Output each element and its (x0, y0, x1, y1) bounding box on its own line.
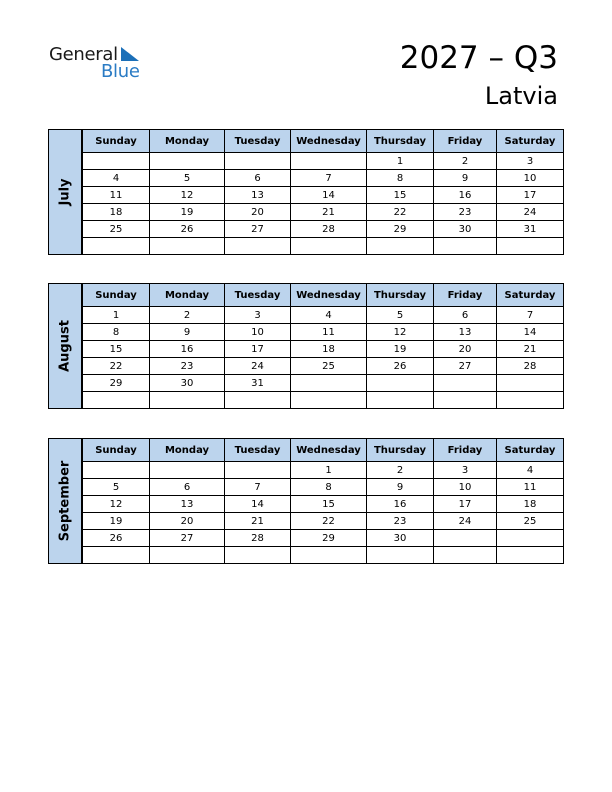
day-cell: 9 (367, 479, 434, 496)
day-cell: 21 (497, 341, 564, 358)
day-cell: 30 (367, 530, 434, 547)
day-cell: 31 (225, 375, 291, 392)
week-row (83, 204, 564, 221)
day-cell: 22 (291, 513, 367, 530)
day-cell (497, 238, 564, 255)
day-cell: 21 (225, 513, 291, 530)
logo-text-general: General (49, 44, 118, 65)
weekday-header: Wednesday (291, 130, 367, 153)
week-row (83, 513, 564, 530)
weekday-header: Tuesday (225, 439, 291, 462)
day-cell: 1 (367, 153, 434, 170)
day-cell (225, 238, 291, 255)
day-cell: 10 (225, 324, 291, 341)
month-label (48, 129, 82, 255)
day-cell: 31 (497, 221, 564, 238)
day-cell (367, 375, 434, 392)
day-cell (291, 153, 367, 170)
day-cell: 1 (83, 307, 150, 324)
day-cell: 15 (367, 187, 434, 204)
weekday-header-row (83, 439, 564, 462)
month-name: August (57, 320, 73, 372)
day-cell (83, 392, 150, 409)
day-cell (497, 547, 564, 564)
day-cell (367, 392, 434, 409)
day-cell (150, 153, 225, 170)
day-cell: 8 (291, 479, 367, 496)
day-cell (83, 547, 150, 564)
month-name: September (57, 460, 73, 542)
month-label (48, 438, 82, 564)
day-cell: 4 (83, 170, 150, 187)
day-cell: 22 (83, 358, 150, 375)
day-cell: 13 (225, 187, 291, 204)
day-cell: 9 (150, 324, 225, 341)
day-cell (291, 375, 367, 392)
day-cell: 29 (83, 375, 150, 392)
day-cell (225, 392, 291, 409)
day-cell (150, 392, 225, 409)
day-cell: 6 (150, 479, 225, 496)
day-cell (497, 530, 564, 547)
weekday-header: Tuesday (225, 130, 291, 153)
month-calendar-0 (48, 129, 564, 255)
day-cell: 24 (434, 513, 497, 530)
week-row (83, 496, 564, 513)
day-cell: 5 (150, 170, 225, 187)
month-grid (82, 283, 564, 409)
week-row (83, 170, 564, 187)
week-row (83, 153, 564, 170)
day-cell: 20 (434, 341, 497, 358)
day-cell: 12 (367, 324, 434, 341)
weekday-header: Thursday (367, 439, 434, 462)
day-cell: 15 (291, 496, 367, 513)
day-cell (225, 547, 291, 564)
day-cell: 20 (150, 513, 225, 530)
day-cell: 18 (291, 341, 367, 358)
day-cell (434, 238, 497, 255)
day-cell: 30 (434, 221, 497, 238)
day-cell: 25 (291, 358, 367, 375)
weekday-header: Saturday (497, 439, 564, 462)
day-cell (83, 462, 150, 479)
day-cell: 11 (497, 479, 564, 496)
day-cell (150, 462, 225, 479)
day-cell: 12 (150, 187, 225, 204)
week-row (83, 375, 564, 392)
day-cell: 3 (225, 307, 291, 324)
day-cell: 1 (291, 462, 367, 479)
day-cell: 24 (497, 204, 564, 221)
week-row (83, 221, 564, 238)
month-calendar-2 (48, 438, 564, 564)
day-cell (225, 153, 291, 170)
day-cell: 14 (291, 187, 367, 204)
day-cell: 15 (83, 341, 150, 358)
day-cell: 14 (225, 496, 291, 513)
weekday-header: Sunday (83, 130, 150, 153)
day-cell: 17 (434, 496, 497, 513)
day-cell: 12 (83, 496, 150, 513)
day-cell (291, 238, 367, 255)
day-cell: 25 (497, 513, 564, 530)
day-cell: 16 (150, 341, 225, 358)
day-cell: 2 (367, 462, 434, 479)
week-row (83, 187, 564, 204)
day-cell: 26 (83, 530, 150, 547)
day-cell: 14 (497, 324, 564, 341)
day-cell (497, 392, 564, 409)
weekday-header: Saturday (497, 130, 564, 153)
day-cell: 6 (434, 307, 497, 324)
day-cell: 7 (497, 307, 564, 324)
weekday-header: Wednesday (291, 284, 367, 307)
day-cell: 28 (291, 221, 367, 238)
day-cell: 27 (434, 358, 497, 375)
day-cell: 5 (367, 307, 434, 324)
month-calendar-1 (48, 283, 564, 409)
week-row (83, 462, 564, 479)
weekday-header: Monday (150, 284, 225, 307)
week-row (83, 341, 564, 358)
day-cell: 27 (150, 530, 225, 547)
week-row (83, 479, 564, 496)
week-row (83, 307, 564, 324)
day-cell: 13 (150, 496, 225, 513)
day-cell: 10 (497, 170, 564, 187)
weekday-header-row (83, 130, 564, 153)
weekday-header: Monday (150, 130, 225, 153)
weekday-header: Wednesday (291, 439, 367, 462)
day-cell (434, 530, 497, 547)
month-label (48, 283, 82, 409)
month-name: July (57, 178, 73, 206)
day-cell (83, 238, 150, 255)
day-cell: 28 (225, 530, 291, 547)
day-cell: 8 (83, 324, 150, 341)
weekday-header: Monday (150, 439, 225, 462)
week-row (83, 547, 564, 564)
day-cell (434, 375, 497, 392)
day-cell: 4 (497, 462, 564, 479)
day-cell: 19 (367, 341, 434, 358)
day-cell: 27 (225, 221, 291, 238)
day-cell: 17 (497, 187, 564, 204)
day-cell (434, 392, 497, 409)
day-cell: 25 (83, 221, 150, 238)
day-cell: 2 (150, 307, 225, 324)
day-cell (367, 547, 434, 564)
day-cell (497, 375, 564, 392)
day-cell: 3 (434, 462, 497, 479)
week-row (83, 530, 564, 547)
weekday-header: Sunday (83, 439, 150, 462)
day-cell (150, 547, 225, 564)
day-cell: 10 (434, 479, 497, 496)
weekday-header: Thursday (367, 284, 434, 307)
day-cell: 11 (291, 324, 367, 341)
day-cell: 6 (225, 170, 291, 187)
day-cell: 29 (367, 221, 434, 238)
day-cell: 22 (367, 204, 434, 221)
week-row (83, 238, 564, 255)
weekday-header: Friday (434, 130, 497, 153)
country-name: Latvia (484, 82, 558, 110)
day-cell: 29 (291, 530, 367, 547)
day-cell: 23 (367, 513, 434, 530)
day-cell (150, 238, 225, 255)
weekday-header: Thursday (367, 130, 434, 153)
day-cell: 16 (434, 187, 497, 204)
weekday-header: Friday (434, 439, 497, 462)
week-row (83, 392, 564, 409)
day-cell (291, 392, 367, 409)
day-cell: 21 (291, 204, 367, 221)
day-cell: 7 (225, 479, 291, 496)
day-cell: 20 (225, 204, 291, 221)
day-cell (225, 462, 291, 479)
logo-text-blue: Blue (101, 61, 140, 82)
day-cell: 3 (497, 153, 564, 170)
day-cell: 26 (367, 358, 434, 375)
week-row (83, 358, 564, 375)
day-cell: 18 (83, 204, 150, 221)
day-cell: 19 (150, 204, 225, 221)
day-cell: 28 (497, 358, 564, 375)
logo (49, 44, 149, 84)
day-cell (291, 547, 367, 564)
weekday-header: Sunday (83, 284, 150, 307)
day-cell: 19 (83, 513, 150, 530)
day-cell: 5 (83, 479, 150, 496)
day-cell: 23 (434, 204, 497, 221)
day-cell: 7 (291, 170, 367, 187)
day-cell: 4 (291, 307, 367, 324)
weekday-header: Saturday (497, 284, 564, 307)
weekday-header: Friday (434, 284, 497, 307)
day-cell: 26 (150, 221, 225, 238)
day-cell: 30 (150, 375, 225, 392)
day-cell: 24 (225, 358, 291, 375)
day-cell: 23 (150, 358, 225, 375)
day-cell (83, 153, 150, 170)
weekday-header: Tuesday (225, 284, 291, 307)
day-cell: 16 (367, 496, 434, 513)
page-title: 2027 – Q3 (399, 40, 558, 76)
month-grid (82, 438, 564, 564)
day-cell: 11 (83, 187, 150, 204)
day-cell: 8 (367, 170, 434, 187)
day-cell (434, 547, 497, 564)
weekday-header-row (83, 284, 564, 307)
day-cell: 17 (225, 341, 291, 358)
day-cell: 13 (434, 324, 497, 341)
day-cell (367, 238, 434, 255)
day-cell: 9 (434, 170, 497, 187)
week-row (83, 324, 564, 341)
day-cell: 18 (497, 496, 564, 513)
month-grid (82, 129, 564, 255)
day-cell: 2 (434, 153, 497, 170)
